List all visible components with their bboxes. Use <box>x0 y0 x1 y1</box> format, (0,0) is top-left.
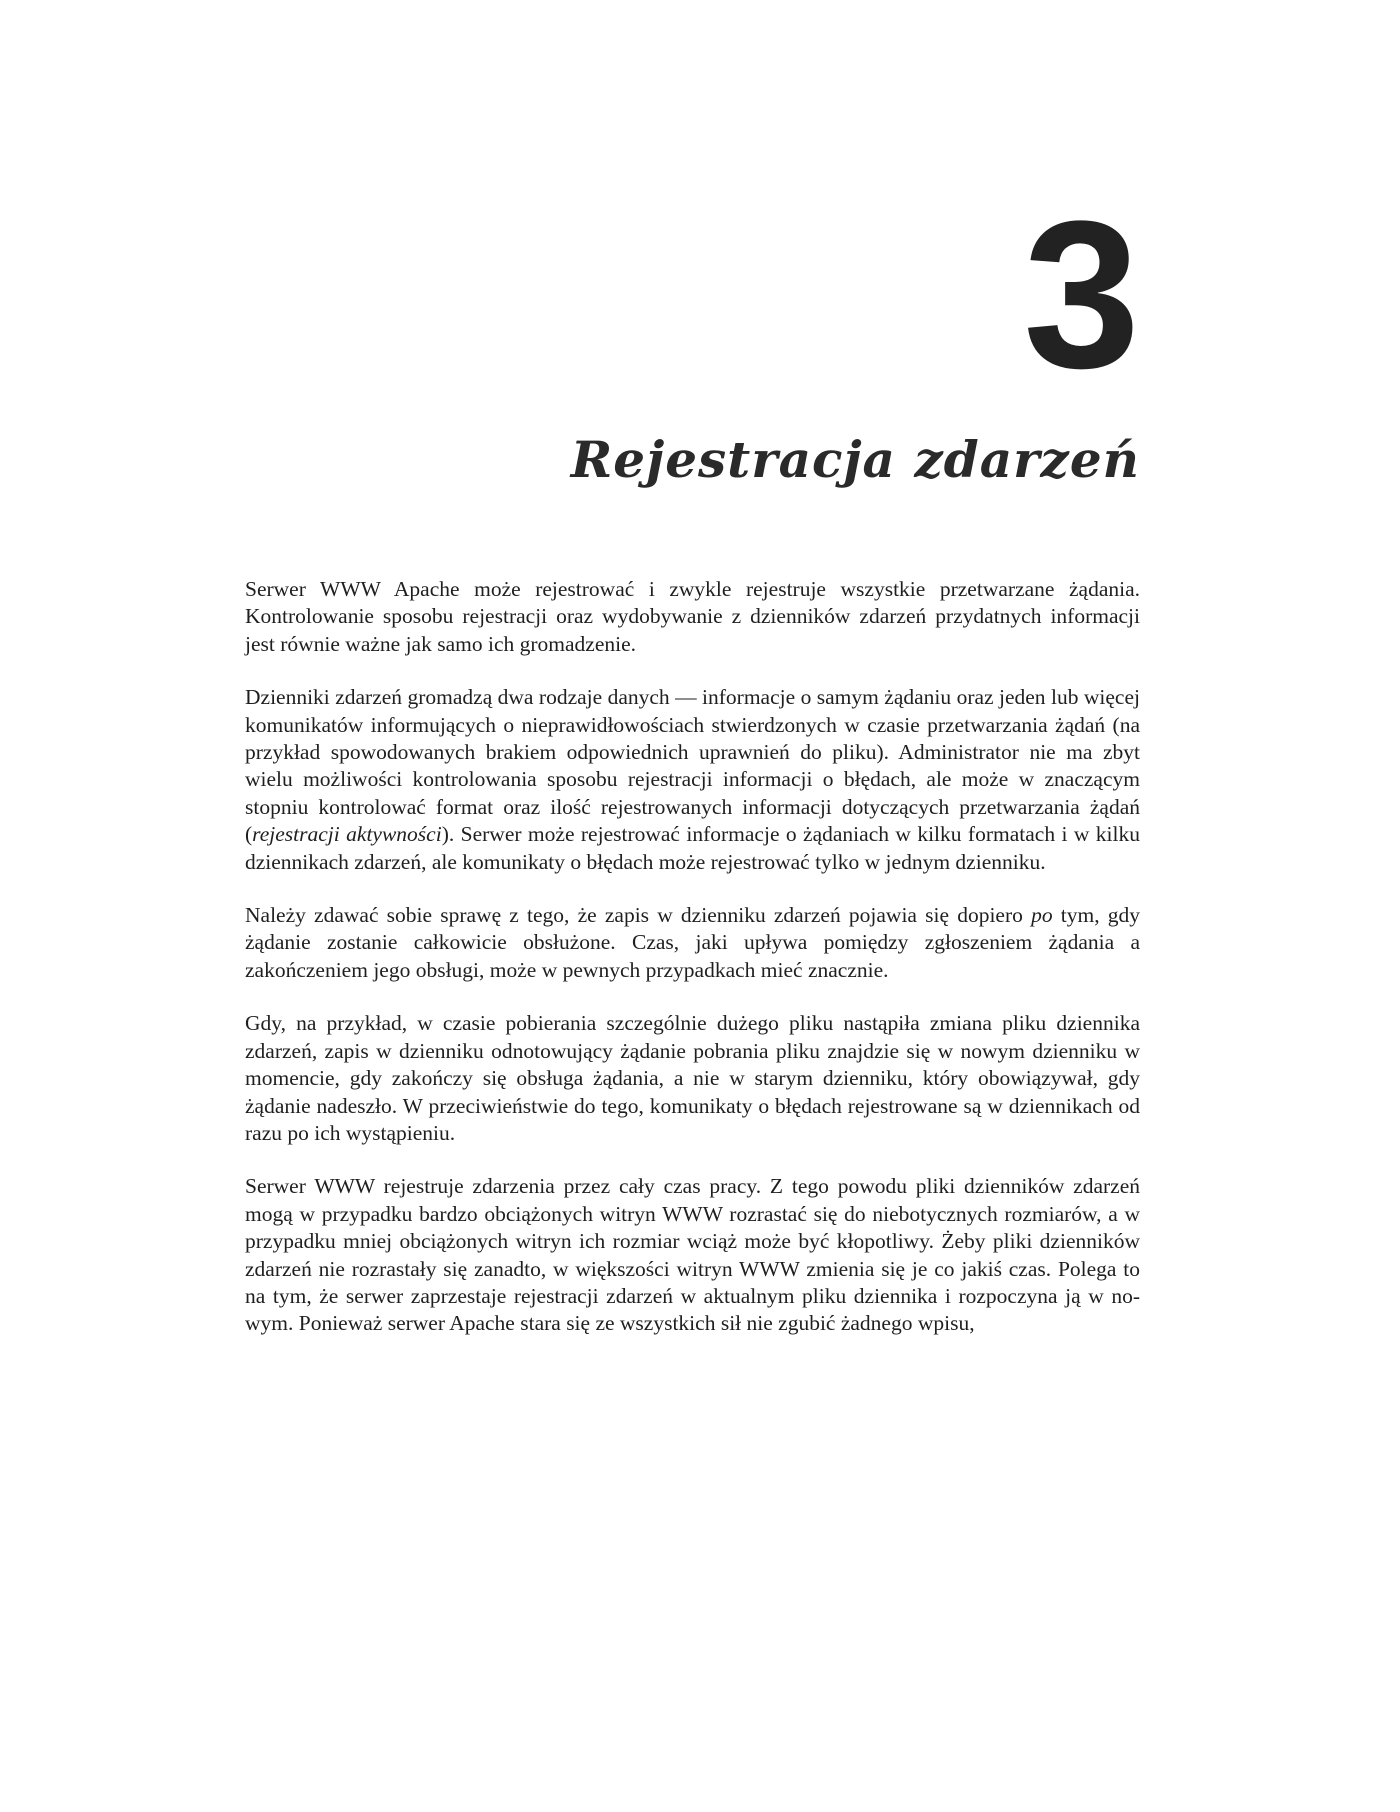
paragraph-2 <box>245 684 1140 876</box>
paragraph-text: Serwer WWW Apache może rejestrować i zwykle rejestruje wszystkie przetwarzane żądania. Kontrolowanie sposobu rejestracji oraz wydobywanie z dzienników zdarzeń przydatnych informacji jest równie ważne jak samo ich gromadzenie. <box>245 577 1140 656</box>
paragraph-text: Gdy, na przykład, w czasie pobierania szczególnie dużego pliku nastąpiła zmiana pliku dziennika zdarzeń, zapis w dzienniku odnotowujący żądanie pobrania pliku znajdzie się w nowym dzienniku w momencie, gdy zakończy się obsługa żądania, a nie w starym dzienniku, który obowiązywał, gdy żądanie nadeszło. W przeciwieństwie do tego, komunikaty o błędach rejestrowane są w dziennikach od razu po ich wystąpieniu. <box>245 1011 1140 1145</box>
paragraph-text: Serwer WWW rejestruje zdarzenia przez cały czas pracy. Z tego powodu pliki dzienników zdarzeń mogą w przypadku bardzo obciążonych witryn WWW rozrastać się do niebotycznych rozmiarów, a w przypadku mniej obciążonych witryn ich rozmiar wciąż może być kłopotliwy. Żeby pliki dzienników zdarzeń nie rozrastały się zanadto, w większości witryn WWW zmienia się je co jakiś czas. Polega to na tym, że serwer zaprzestaje rejestracji zdarzeń w aktualnym pliku dziennika i rozpoczyna ją w nowym. Ponieważ serwer Apache stara się ze wszystkich sił nie zgubić żadnego wpisu, <box>245 1174 1140 1336</box>
paragraph-text: tym, gdy żądanie zostanie całkowicie obsłużone. Czas, jaki upływa pomiędzy zgłoszeniem żądania a zakończeniem jego obsługi, może w pewnych przypadkach mieć znacznie. <box>245 903 1140 982</box>
paragraph-5 <box>245 1173 1140 1337</box>
paragraph-text: ). Serwer może rejestrować informacje o żądaniach w kilku formatach i w kilku dziennikach zdarzeń, ale komunikaty o błędach może rejestrować tylko w jednym dzienniku. <box>245 822 1140 874</box>
chapter-title: Rejestracja zdarzeń <box>570 430 1140 489</box>
body-text <box>245 576 1140 1364</box>
paragraph-text: Należy zdawać sobie sprawę z tego, że zapis w dzienniku zdarzeń pojawia się dopiero <box>245 903 1032 928</box>
emphasized-term: rejestracji aktywności <box>252 822 442 847</box>
paragraph-text: Dzienniki zdarzeń gromadzą dwa rodzaje danych — informacje o samym żądaniu oraz jeden lub więcej komunikatów informujących o nieprawidłowościach stwierdzonych w czasie przetwarzania żądań (na przykład spowodowanych brakiem odpowiednich uprawnień do pliku). Administrator nie ma zbyt wielu możliwości kontrolowania sposobu rejestracji informacji o błędach, ale może w znaczącym stopniu kontrolować format oraz ilość rejestrowanych informacji dotyczących przetwarzania żądań ( <box>245 685 1140 847</box>
paragraph-3 <box>245 902 1140 984</box>
paragraph-4 <box>245 1010 1140 1147</box>
paragraph-1 <box>245 576 1140 658</box>
emphasized-word: po <box>1031 903 1053 928</box>
chapter-number: 3 <box>1023 177 1140 412</box>
